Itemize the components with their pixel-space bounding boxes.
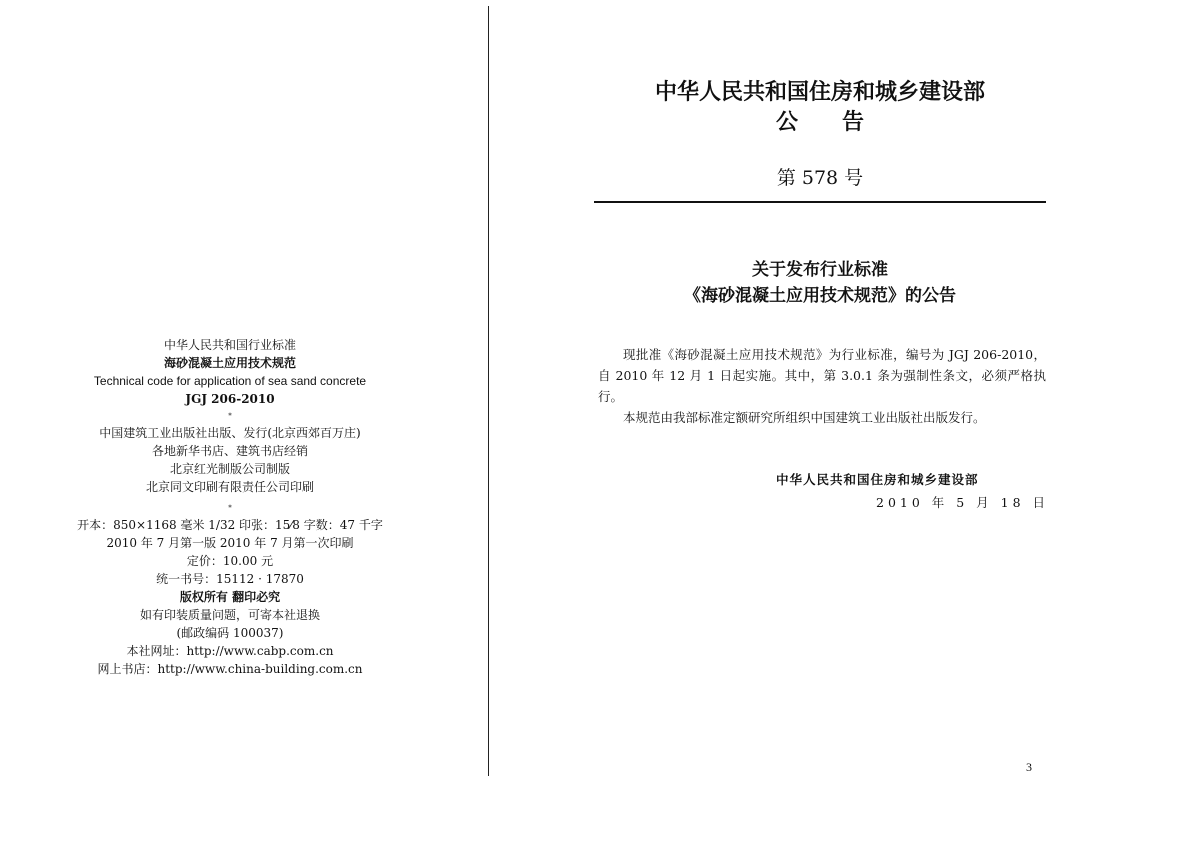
return-note: 如有印装质量问题，可寄本社退换	[139, 608, 320, 622]
body-paragraph-2: 本规范由我部标准定额研究所组织中国建筑工业出版社出版发行。	[623, 410, 986, 425]
postcode-line: (邮政编码 100037)	[176, 626, 284, 640]
isbn-line: 统一书号：15112 · 17870	[156, 572, 304, 586]
standard-code: JGJ 206-2010	[185, 392, 275, 406]
publisher-suffix: 出版、发行(北京西郊百万庄)	[207, 426, 361, 440]
series-label: 中华人民共和国行业标准	[163, 338, 296, 352]
announcement-headline-2: 《海砂混凝土应用技术规范》的公告	[684, 286, 956, 306]
notice-number: 第 578 号	[776, 167, 864, 189]
page-number: 3	[1026, 760, 1032, 774]
separator-star: *	[228, 412, 232, 420]
typeset-line: 北京红光制版公司制版	[169, 462, 290, 476]
format-line: 开本：850×1168 毫米 1/32 印张：15⁄8 字数：47 千字	[77, 518, 383, 532]
ministry-title: 中华人民共和国住房和城乡建设部	[654, 79, 985, 105]
header-rule	[594, 201, 1046, 203]
announcement-body	[598, 344, 1046, 428]
body-paragraph-1: 现批准《海砂混凝土应用技术规范》为行业标准，编号为 JGJ 206-2010，自 2010 年 12 月 1 日起实施。其中，第 3.0.1 条为强制性条文，必须严格执行。	[598, 347, 1046, 404]
signature: 中华人民共和国住房和城乡建设部	[776, 472, 979, 487]
book-title-cn: 海砂混凝土应用技术规范	[163, 356, 296, 370]
copyright-line: 版权所有 翻印必究	[179, 590, 281, 604]
page-divider	[488, 6, 489, 776]
notice-title: 公告	[775, 109, 908, 135]
book-title-en: Technical code for application of sea sand concrete	[93, 374, 367, 388]
separator-star-2: *	[228, 504, 232, 512]
publisher-name: 中国建筑工业出版社	[99, 426, 208, 440]
bookstore-line: 网上书店：http://www.china-building.com.cn	[97, 662, 363, 676]
announcement-headline-1: 关于发布行业标准	[752, 260, 888, 280]
distribution-line: 各地新华书店、建筑书店经销	[151, 444, 308, 458]
printer-line: 北京同文印刷有限责任公司印刷	[145, 480, 314, 494]
edition-line: 2010 年 7 月第一版 2010 年 7 月第一次印刷	[106, 536, 354, 550]
colophon	[60, 336, 400, 678]
website-line: 本社网址：http://www.cabp.com.cn	[126, 644, 334, 658]
price-line: 定价：10.00 元	[186, 554, 274, 568]
publisher-line	[60, 424, 400, 442]
issue-date: 2010 年 5 月 18 日	[876, 495, 1050, 510]
